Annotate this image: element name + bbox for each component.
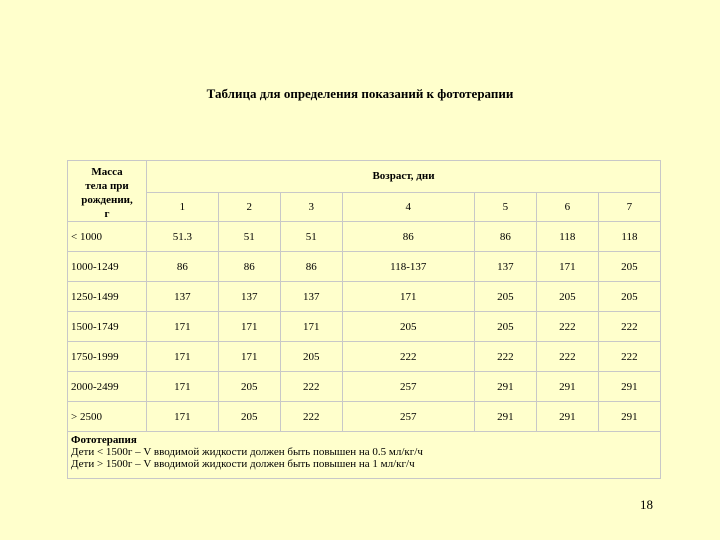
phototherapy-table — [67, 160, 661, 479]
value-cell: 205 — [342, 312, 474, 342]
footer-row — [68, 432, 661, 479]
value-cell: 291 — [536, 402, 598, 432]
mass-cell: 1250-1499 — [68, 282, 147, 312]
footer-line-2: Дети > 1500г – V вводимой жидкости должен быть повышен на 1 мл/кг/ч — [71, 458, 415, 470]
value-cell: 137 — [218, 282, 280, 312]
value-cell: 205 — [598, 252, 660, 282]
value-cell: 222 — [280, 372, 342, 402]
header-row — [68, 161, 661, 193]
day-3: 3 — [280, 192, 342, 221]
value-cell: 291 — [598, 402, 660, 432]
mass-cell: 1750-1999 — [68, 342, 147, 372]
value-cell: 118-137 — [342, 252, 474, 282]
table-row — [68, 282, 661, 312]
value-cell: 291 — [536, 372, 598, 402]
day-7: 7 — [598, 192, 660, 221]
value-cell: 205 — [474, 312, 536, 342]
value-cell: 222 — [474, 342, 536, 372]
value-cell: 205 — [280, 342, 342, 372]
day-number-row — [68, 192, 661, 221]
table-row — [68, 402, 661, 432]
value-cell: 222 — [342, 342, 474, 372]
value-cell: 205 — [536, 282, 598, 312]
value-cell: 137 — [280, 282, 342, 312]
day-6: 6 — [536, 192, 598, 221]
value-cell: 205 — [218, 372, 280, 402]
footer-line-1: Дети < 1500г – V вводимой жидкости должен быть повышен на 0.5 мл/кг/ч — [71, 446, 423, 458]
value-cell: 171 — [536, 252, 598, 282]
value-cell: 222 — [536, 312, 598, 342]
value-cell: 171 — [280, 312, 342, 342]
value-cell: 205 — [598, 282, 660, 312]
value-cell: 86 — [218, 252, 280, 282]
mass-cell: 1500-1749 — [68, 312, 147, 342]
value-cell: 171 — [218, 312, 280, 342]
value-cell: 137 — [474, 252, 536, 282]
table-row — [68, 372, 661, 402]
value-cell: 171 — [342, 282, 474, 312]
table-row — [68, 222, 661, 252]
value-cell: 171 — [147, 372, 219, 402]
table-row — [68, 312, 661, 342]
day-1: 1 — [147, 192, 219, 221]
table-row — [68, 342, 661, 372]
value-cell: 86 — [147, 252, 219, 282]
value-cell: 137 — [147, 282, 219, 312]
value-cell: 222 — [598, 342, 660, 372]
footer-note — [68, 432, 661, 479]
value-cell: 51.3 — [147, 222, 219, 252]
mass-cell: 1000-1249 — [68, 252, 147, 282]
value-cell: 222 — [536, 342, 598, 372]
value-cell: 171 — [147, 402, 219, 432]
value-cell: 257 — [342, 372, 474, 402]
age-header: Возраст, дни — [147, 161, 661, 193]
value-cell: 51 — [218, 222, 280, 252]
value-cell: 118 — [536, 222, 598, 252]
value-cell: 86 — [474, 222, 536, 252]
value-cell: 291 — [598, 372, 660, 402]
table-row — [68, 252, 661, 282]
value-cell: 171 — [218, 342, 280, 372]
value-cell: 86 — [280, 252, 342, 282]
value-cell: 205 — [474, 282, 536, 312]
day-4: 4 — [342, 192, 474, 221]
mass-header-text: Масса тела при рождении, г — [81, 166, 133, 220]
day-2: 2 — [218, 192, 280, 221]
value-cell: 51 — [280, 222, 342, 252]
value-cell: 222 — [280, 402, 342, 432]
value-cell: 291 — [474, 402, 536, 432]
value-cell: 257 — [342, 402, 474, 432]
mass-cell: > 2500 — [68, 402, 147, 432]
footer-title: Фототерапия — [71, 434, 137, 446]
value-cell: 205 — [218, 402, 280, 432]
page-title: Таблица для определения показаний к фототерапии — [206, 86, 514, 101]
mass-cell: < 1000 — [68, 222, 147, 252]
value-cell: 291 — [474, 372, 536, 402]
value-cell: 171 — [147, 342, 219, 372]
value-cell: 118 — [598, 222, 660, 252]
value-cell: 171 — [147, 312, 219, 342]
value-cell: 222 — [598, 312, 660, 342]
day-5: 5 — [474, 192, 536, 221]
mass-header — [68, 161, 147, 222]
page-number: 18 — [640, 497, 653, 512]
mass-cell: 2000-2499 — [68, 372, 147, 402]
value-cell: 86 — [342, 222, 474, 252]
